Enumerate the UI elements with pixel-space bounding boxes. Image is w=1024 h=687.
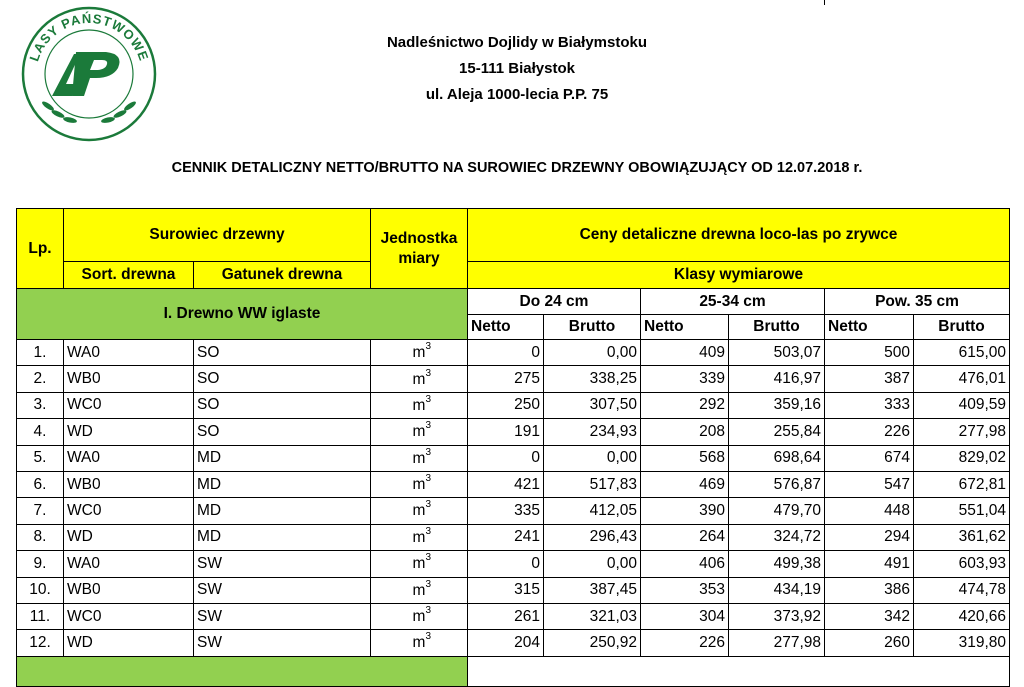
brutto-cell-1: 412,05 bbox=[544, 498, 641, 524]
netto-cell-2: 406 bbox=[641, 551, 729, 577]
netto-cell-1: 0 bbox=[468, 340, 544, 366]
unit-exponent: 3 bbox=[425, 525, 431, 537]
netto-cell-2: 469 bbox=[641, 471, 729, 497]
edge-mark bbox=[824, 0, 825, 5]
unit-exponent: 3 bbox=[425, 393, 431, 405]
brutto-cell-3: 319,80 bbox=[914, 630, 1010, 656]
header-lp: Lp. bbox=[17, 209, 64, 289]
unit-base: m bbox=[412, 634, 426, 652]
species-cell: SO bbox=[194, 366, 371, 392]
class-header-1: Do 24 cm bbox=[468, 289, 641, 315]
netto-cell-2: 264 bbox=[641, 524, 729, 550]
unit-exponent: 3 bbox=[425, 473, 431, 485]
unit-cell bbox=[371, 498, 468, 524]
price-table bbox=[16, 208, 1010, 687]
table-row bbox=[17, 340, 1010, 366]
table-row bbox=[17, 603, 1010, 629]
unit-base: m bbox=[412, 449, 426, 467]
netto-cell-1: 275 bbox=[468, 366, 544, 392]
table-row bbox=[17, 471, 1010, 497]
table-row bbox=[17, 551, 1010, 577]
netto-cell-3: 260 bbox=[825, 630, 914, 656]
netto-cell-3: 500 bbox=[825, 340, 914, 366]
unit-cell bbox=[371, 445, 468, 471]
species-cell: SO bbox=[194, 340, 371, 366]
row-number: 5. bbox=[17, 445, 64, 471]
brutto-cell-3: 474,78 bbox=[914, 577, 1010, 603]
row-number: 9. bbox=[17, 551, 64, 577]
sort-cell: WA0 bbox=[64, 445, 194, 471]
document-title: CENNIK DETALICZNY NETTO/BRUTTO NA SUROWIEC DRZEWNY OBOWIĄZUJĄCY OD 12.07.2018 r. bbox=[171, 160, 863, 176]
netto-cell-1: 421 bbox=[468, 471, 544, 497]
table-row bbox=[17, 498, 1010, 524]
brutto-header: Brutto bbox=[914, 315, 1010, 340]
brutto-cell-2: 373,92 bbox=[729, 603, 825, 629]
netto-cell-3: 294 bbox=[825, 524, 914, 550]
netto-cell-2: 390 bbox=[641, 498, 729, 524]
brutto-cell-1: 321,03 bbox=[544, 603, 641, 629]
sort-cell: WC0 bbox=[64, 392, 194, 418]
netto-cell-3: 226 bbox=[825, 419, 914, 445]
netto-header: Netto bbox=[825, 315, 914, 340]
unit-base: m bbox=[412, 397, 426, 415]
brutto-cell-1: 0,00 bbox=[544, 551, 641, 577]
header-species: Gatunek drewna bbox=[194, 262, 371, 289]
next-section-blank bbox=[468, 656, 1010, 686]
row-number: 4. bbox=[17, 419, 64, 445]
brutto-cell-3: 476,01 bbox=[914, 366, 1010, 392]
next-section-strip bbox=[17, 656, 468, 686]
netto-cell-2: 353 bbox=[641, 577, 729, 603]
table-row bbox=[17, 366, 1010, 392]
species-cell: SW bbox=[194, 551, 371, 577]
table-row bbox=[17, 630, 1010, 656]
row-number: 2. bbox=[17, 366, 64, 392]
unit-cell bbox=[371, 603, 468, 629]
header-prices: Ceny detaliczne drewna loco-las po zrywce bbox=[468, 209, 1010, 262]
brutto-cell-1: 296,43 bbox=[544, 524, 641, 550]
species-cell: SO bbox=[194, 419, 371, 445]
species-cell: SW bbox=[194, 577, 371, 603]
row-number: 10. bbox=[17, 577, 64, 603]
unit-cell bbox=[371, 366, 468, 392]
row-number: 1. bbox=[17, 340, 64, 366]
unit-base: m bbox=[412, 555, 426, 573]
unit-exponent: 3 bbox=[425, 605, 431, 617]
netto-cell-1: 261 bbox=[468, 603, 544, 629]
header-unit: Jednostka miary bbox=[371, 209, 468, 289]
unit-base: m bbox=[412, 581, 426, 599]
brutto-cell-2: 359,16 bbox=[729, 392, 825, 418]
netto-cell-3: 386 bbox=[825, 577, 914, 603]
brutto-cell-2: 479,70 bbox=[729, 498, 825, 524]
row-number: 8. bbox=[17, 524, 64, 550]
unit-cell bbox=[371, 471, 468, 497]
postal-address: 15-111 Białystok bbox=[459, 60, 575, 77]
species-cell: SO bbox=[194, 392, 371, 418]
brutto-cell-3: 420,66 bbox=[914, 603, 1010, 629]
netto-cell-2: 339 bbox=[641, 366, 729, 392]
netto-cell-1: 0 bbox=[468, 551, 544, 577]
row-number: 6. bbox=[17, 471, 64, 497]
unit-base: m bbox=[412, 370, 426, 388]
netto-cell-1: 0 bbox=[468, 445, 544, 471]
brutto-cell-2: 324,72 bbox=[729, 524, 825, 550]
netto-header: Netto bbox=[641, 315, 729, 340]
street-address: ul. Aleja 1000-lecia P.P. 75 bbox=[425, 86, 609, 103]
table-row bbox=[17, 445, 1010, 471]
brutto-header: Brutto bbox=[729, 315, 825, 340]
unit-cell bbox=[371, 340, 468, 366]
brutto-cell-2: 434,19 bbox=[729, 577, 825, 603]
brutto-cell-2: 277,98 bbox=[729, 630, 825, 656]
brutto-cell-3: 277,98 bbox=[914, 419, 1010, 445]
brutto-cell-1: 338,25 bbox=[544, 366, 641, 392]
brutto-cell-1: 517,83 bbox=[544, 471, 641, 497]
brutto-cell-3: 615,00 bbox=[914, 340, 1010, 366]
brutto-cell-1: 0,00 bbox=[544, 340, 641, 366]
netto-cell-2: 409 bbox=[641, 340, 729, 366]
brutto-cell-1: 387,45 bbox=[544, 577, 641, 603]
brutto-cell-3: 829,02 bbox=[914, 445, 1010, 471]
lasy-panstwowe-logo bbox=[14, 4, 164, 142]
unit-cell bbox=[371, 524, 468, 550]
brutto-cell-3: 361,62 bbox=[914, 524, 1010, 550]
unit-exponent: 3 bbox=[425, 420, 431, 432]
unit-base: m bbox=[412, 529, 426, 546]
unit-base: m bbox=[412, 608, 426, 626]
header-sort: Sort. drewna bbox=[64, 262, 194, 289]
netto-cell-2: 304 bbox=[641, 603, 729, 629]
unit-base: m bbox=[412, 423, 426, 441]
row-number: 7. bbox=[17, 498, 64, 524]
sort-cell: WB0 bbox=[64, 577, 194, 603]
table-row bbox=[17, 419, 1010, 445]
brutto-cell-3: 551,04 bbox=[914, 498, 1010, 524]
header-classes: Klasy wymiarowe bbox=[468, 262, 1010, 289]
sort-cell: WD bbox=[64, 524, 194, 550]
class-header-3: Pow. 35 cm bbox=[825, 289, 1010, 315]
netto-cell-3: 448 bbox=[825, 498, 914, 524]
table-row bbox=[17, 577, 1010, 603]
unit-base: m bbox=[412, 476, 426, 494]
brutto-cell-1: 0,00 bbox=[544, 445, 641, 471]
netto-cell-3: 333 bbox=[825, 392, 914, 418]
brutto-cell-2: 416,97 bbox=[729, 366, 825, 392]
unit-base: m bbox=[412, 502, 426, 520]
netto-cell-1: 250 bbox=[468, 392, 544, 418]
brutto-cell-1: 307,50 bbox=[544, 392, 641, 418]
unit-exponent: 3 bbox=[425, 367, 431, 379]
netto-cell-3: 674 bbox=[825, 445, 914, 471]
unit-cell bbox=[371, 419, 468, 445]
unit-exponent: 3 bbox=[425, 341, 431, 353]
brutto-cell-1: 234,93 bbox=[544, 419, 641, 445]
netto-cell-3: 491 bbox=[825, 551, 914, 577]
brutto-cell-3: 409,59 bbox=[914, 392, 1010, 418]
species-cell: MD bbox=[194, 498, 371, 524]
brutto-cell-2: 503,07 bbox=[729, 340, 825, 366]
sort-cell: WA0 bbox=[64, 551, 194, 577]
netto-cell-2: 226 bbox=[641, 630, 729, 656]
unit-exponent: 3 bbox=[425, 552, 431, 564]
netto-header: Netto bbox=[468, 315, 544, 340]
unit-cell bbox=[371, 577, 468, 603]
row-number: 3. bbox=[17, 392, 64, 418]
table-row bbox=[17, 524, 1010, 550]
unit-exponent: 3 bbox=[425, 446, 431, 458]
netto-cell-1: 241 bbox=[468, 524, 544, 550]
sort-cell: WD bbox=[64, 630, 194, 656]
header-raw-material: Surowiec drzewny bbox=[64, 209, 371, 262]
unit-exponent: 3 bbox=[425, 631, 431, 643]
sort-cell: WB0 bbox=[64, 471, 194, 497]
netto-cell-3: 547 bbox=[825, 471, 914, 497]
brutto-cell-3: 672,81 bbox=[914, 471, 1010, 497]
brutto-cell-2: 255,84 bbox=[729, 419, 825, 445]
brutto-cell-3: 603,93 bbox=[914, 551, 1010, 577]
netto-cell-3: 342 bbox=[825, 603, 914, 629]
brutto-header: Brutto bbox=[544, 315, 641, 340]
table-row bbox=[17, 392, 1010, 418]
netto-cell-1: 335 bbox=[468, 498, 544, 524]
brutto-cell-1: 250,92 bbox=[544, 630, 641, 656]
brutto-cell-2: 698,64 bbox=[729, 445, 825, 471]
unit-cell bbox=[371, 551, 468, 577]
class-header-2: 25-34 cm bbox=[641, 289, 825, 315]
unit-exponent: 3 bbox=[425, 499, 431, 511]
species-cell: MD bbox=[194, 524, 371, 550]
forestry-name: Nadleśnictwo Dojlidy w Białymstoku bbox=[386, 34, 648, 51]
netto-cell-2: 208 bbox=[641, 419, 729, 445]
netto-cell-1: 204 bbox=[468, 630, 544, 656]
sort-cell: WC0 bbox=[64, 498, 194, 524]
sort-cell: WC0 bbox=[64, 603, 194, 629]
sort-cell: WD bbox=[64, 419, 194, 445]
brutto-cell-2: 576,87 bbox=[729, 471, 825, 497]
sort-cell: WB0 bbox=[64, 366, 194, 392]
species-cell: SW bbox=[194, 630, 371, 656]
logo-text: LASY PAŃSTWOWE bbox=[26, 10, 152, 64]
netto-cell-3: 387 bbox=[825, 366, 914, 392]
species-cell: SW bbox=[194, 603, 371, 629]
unit-base: m bbox=[412, 344, 426, 362]
netto-cell-2: 292 bbox=[641, 392, 729, 418]
sort-cell: WA0 bbox=[64, 340, 194, 366]
unit-cell bbox=[371, 630, 468, 656]
row-number: 11. bbox=[17, 603, 64, 629]
netto-cell-1: 315 bbox=[468, 577, 544, 603]
netto-cell-2: 568 bbox=[641, 445, 729, 471]
brutto-cell-2: 499,38 bbox=[729, 551, 825, 577]
netto-cell-1: 191 bbox=[468, 419, 544, 445]
unit-exponent: 3 bbox=[425, 578, 431, 590]
section-title: I. Drewno WW iglaste bbox=[17, 289, 468, 340]
species-cell: MD bbox=[194, 471, 371, 497]
species-cell: MD bbox=[194, 445, 371, 471]
unit-cell bbox=[371, 392, 468, 418]
row-number: 12. bbox=[17, 630, 64, 656]
